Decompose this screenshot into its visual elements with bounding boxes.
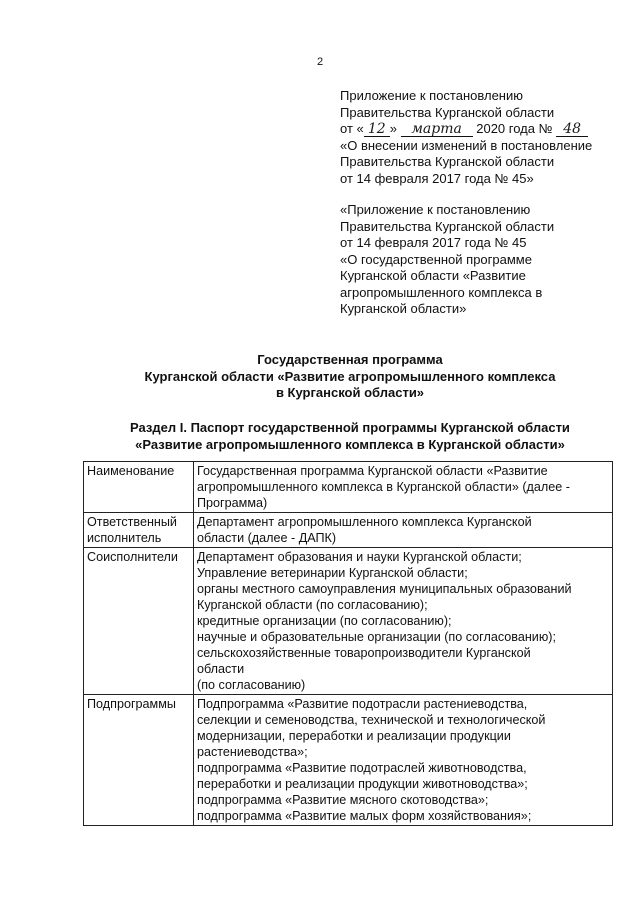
appendix-original-resolution xyxy=(340,202,635,318)
passport-content-line: Государственная программа Курганской области «Развитие xyxy=(197,464,548,478)
passport-label: Наименование xyxy=(87,464,175,478)
appendix-line: «Приложение к постановлению xyxy=(340,202,531,217)
passport-content-line: (по согласованию) xyxy=(197,678,306,692)
date-year: 2020 года № xyxy=(476,121,553,136)
passport-content-line: селекции и семеноводства, технической и технологической xyxy=(197,713,546,727)
appendix-line: Правительства Курганской области xyxy=(340,218,555,234)
passport-content-line: органы местного самоуправления муниципальных образований xyxy=(197,582,572,596)
passport-table xyxy=(83,461,613,826)
appendix-current-resolution xyxy=(340,88,635,187)
section-title xyxy=(60,420,640,453)
passport-row xyxy=(84,513,613,548)
passport-content-cell xyxy=(194,695,613,826)
passport-content-line: Подпрограмма «Развитие подотрасли растениеводства, xyxy=(197,697,528,711)
passport-label: Ответственный xyxy=(87,515,177,529)
passport-content-line: научные и образовательные организации (по согласованию); xyxy=(197,630,556,644)
date-mid: » xyxy=(389,121,397,136)
program-title-line: в Курганской области» xyxy=(275,385,425,400)
appendix-date-line xyxy=(340,121,635,138)
appendix-line: от 14 февраля 2017 года № 45» xyxy=(340,170,534,186)
passport-label-cell xyxy=(84,462,194,513)
passport-content-line: Курганской области (по согласованию); xyxy=(197,598,428,612)
passport-table-body xyxy=(84,462,613,826)
handwritten-number: 48 xyxy=(556,122,588,137)
program-title xyxy=(60,352,640,402)
passport-content-line: кредитные организации (по согласованию); xyxy=(197,614,452,628)
passport-content-line: подпрограмма «Развитие подотраслей животноводства, xyxy=(197,761,527,775)
passport-label: Подпрограммы xyxy=(87,697,176,711)
passport-content-line: Департамент образования и науки Курганской области; xyxy=(197,550,522,564)
passport-content-line: растениеводства»; xyxy=(197,745,308,759)
appendix-line: Правительства Курганской области xyxy=(340,154,555,169)
program-title-line: Государственная программа xyxy=(257,352,443,367)
passport-content-line: модернизации, переработки и реализации продукции xyxy=(197,729,511,743)
appendix-line: от 14 февраля 2017 года № 45 xyxy=(340,235,527,250)
passport-content-line: Управление ветеринарии Курганской области; xyxy=(197,566,468,580)
handwritten-month: марта xyxy=(401,122,473,137)
passport-content-cell xyxy=(194,462,613,513)
date-prefix: от « xyxy=(340,121,364,136)
passport-content-line: области xyxy=(197,662,245,676)
passport-row xyxy=(84,695,613,826)
passport-content-cell xyxy=(194,513,613,548)
passport-content-cell xyxy=(194,548,613,695)
passport-label: Соисполнители xyxy=(87,550,178,564)
appendix-line: агропромышленного комплекса в xyxy=(340,284,543,300)
passport-content-line: подпрограмма «Развитие мясного скотоводства»; xyxy=(197,793,489,807)
appendix-line: Курганской области «Развитие xyxy=(340,268,526,283)
appendix-line: «О внесении изменений в постановление xyxy=(340,137,593,153)
appendix-line: Правительства Курганской области xyxy=(340,104,555,120)
passport-label-cell xyxy=(84,695,194,826)
appendix-line: Курганской области» xyxy=(340,301,467,316)
passport-label-cell xyxy=(84,548,194,695)
section-title-line: «Развитие агропромышленного комплекса в Курганской области» xyxy=(135,436,565,452)
page-number: 2 xyxy=(316,56,324,68)
passport-row xyxy=(84,548,613,695)
passport-label: исполнитель xyxy=(87,531,162,545)
passport-content-line: подпрограмма «Развитие малых форм хозяйствования»; xyxy=(197,809,532,823)
appendix-line: Приложение к постановлению xyxy=(340,88,523,103)
appendix-line: «О государственной программе xyxy=(340,251,532,267)
passport-content-line: переработки и реализации продукции животноводства»; xyxy=(197,777,528,791)
passport-content-line: сельскохозяйственные товаропроизводители Курганской xyxy=(197,646,531,660)
passport-content-line: Программа) xyxy=(197,496,268,510)
passport-content-line: области (далее - ДАПК) xyxy=(197,531,337,545)
section-title-line: Раздел I. Паспорт государственной программы Курганской области xyxy=(130,420,570,435)
passport-content-line: агропромышленного комплекса в Курганской области» (далее - xyxy=(197,480,570,494)
handwritten-day: 12 xyxy=(364,122,390,137)
passport-content-line: Департамент агропромышленного комплекса Курганской xyxy=(197,515,532,529)
passport-row xyxy=(84,462,613,513)
passport-label-cell xyxy=(84,513,194,548)
program-title-line: Курганской области «Развитие агропромышленного комплекса xyxy=(144,368,556,384)
